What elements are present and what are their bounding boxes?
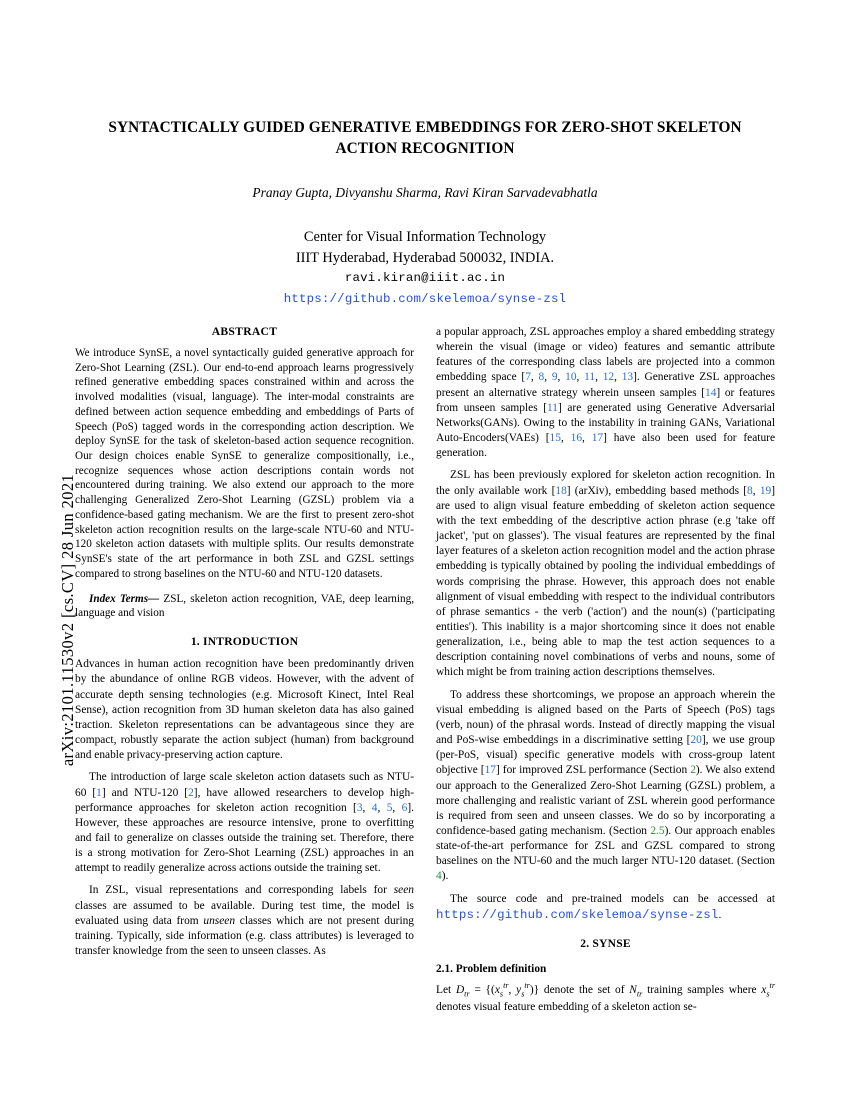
p6-text-d: ). We also extend our approach to the Generalized Zero-Shot Learning (GZSL) problem, a more challenging and realistic variant of ZSL wherein good performance is required from seen and unseen classes. We do so by incorporating a confidence-based gating mechanism. (Section <box>436 764 776 837</box>
p2-text-a: The introduction of large scale skeleton action datasets such as NTU-60 [ <box>75 771 414 799</box>
section-ref-results[interactable]: 4 <box>436 870 442 883</box>
page-title: SYNTACTICALLY GUIDED GENERATIVE EMBEDDINGS FOR ZERO-SHOT SKELETON ACTION RECOGNITION <box>108 119 742 157</box>
citation-embed-19[interactable]: 19 <box>759 484 772 497</box>
citation-se-8[interactable]: 8 <box>538 371 545 384</box>
intro-paragraph-5: ZSL has been previously explored for skeleton action recognition. In the only available work [18] (arXiv), embedding based methods [8, 19] are used to align visual feature embedding of skeleton action sequence with the text embedding of the descriptive action phrase (e.g 'take off jacket', 'put on glasses'). The visual features are represented by the final layer features of a skeleton action recognition model and the action phrase embedding is typically obtained by pooling the individual embeddings of words comprising the phrase. However, this approach does not enable alignment of visual embedding with respect to the individual contributors of phrase semantics - the verb ('action') and the noun(s) ('participating entities'). This inability is a major shortcoming since it does not enable generalization, i.e., being able to map the test action sequences to a description containing novel combinations of verbs and nouns, some of which might be from training action descriptions themselves. <box>436 469 775 679</box>
section-heading-synse: 2. SYNSE <box>580 937 631 951</box>
project-url-link[interactable]: https://github.com/skelemoa/synse-zsl <box>283 292 567 307</box>
intro-paragraph-7 <box>436 892 775 924</box>
citation-skeleton-zsl[interactable]: 18 <box>555 484 567 497</box>
arxiv-stamp: arXiv:2101.11530v2 [cs.CV] 28 Jun 2021 <box>58 473 77 767</box>
synse-paragraph-1: Let $D_{tr} = \{(x_s^{tr}$, $y_s^{tr}$)} denote the set of $N_{tr}$ training samples where $x_s^{tr}$ denotes visual feature embedding of a skeleton action se- <box>436 981 776 1014</box>
p2-text-d: ]. However, these approaches are resource intensive, prone to overfitting and fail to generalize on classes outside the training set. Therefore, there is a strong motivation for Zero-Shot Learning (ZSL) approaches in an attempt to readily generalize across actions outside the training set. <box>75 801 414 875</box>
intro-paragraph-1: Advances in human action recognition have been predominantly driven by the abundance of online RGB videos. However, with the advent of accurate depth sensing technologies (e.g. Microsoft Kinect, Intel Real Sense), action recognition from 3D human skeleton data has also gained traction. Skeleton representations can be advantageous since they are compact, robustly separate the action subject (human) from background and enable privacy-preserving action capture. <box>75 658 414 762</box>
citation-se-9[interactable]: 9 <box>551 371 558 384</box>
citation-vae-17[interactable]: 17 <box>591 432 604 445</box>
affiliation <box>75 227 775 268</box>
synse-text-d: denotes visual feature embedding of a skeleton action se- <box>436 1001 697 1014</box>
citation-sar-6[interactable]: 6 <box>401 801 408 814</box>
p7-text-a: The source code and pre-trained models can be accessed at <box>450 892 775 905</box>
p6-text-a: To address these shortcomings, we propose an approach wherein the visual embedding is aligned based on the Parts of Speech (PoS) tags (verb, noun) of the phrasal words. Instead of directly mapping the visual and PoS-wise embeddings in a discriminative setting [ <box>436 688 775 747</box>
affiliation-line-1: Center for Visual Information Technology <box>303 229 547 246</box>
citation-se-7[interactable]: 7 <box>525 371 531 384</box>
p4-text-c: ] or features from unseen samples [ <box>436 386 775 414</box>
left-column <box>75 325 414 1015</box>
intro-paragraph-3: In ZSL, visual representations and corresponding labels for seen classes are assumed to be available. During test time, the model is evaluated using data from unseen classes which are not present during training. Typically, side information (e.g. class attributes) is leveraged to transfer knowledge from the seen to unseen classes. As <box>75 884 415 958</box>
citation-discriminative[interactable]: 20 <box>690 734 702 747</box>
citation-se-12[interactable]: 12 <box>602 371 615 384</box>
p6-text-b: ], we use group (per-PoS, visual) specific generative models with cross-group latent objective [ <box>436 734 775 777</box>
p7-text-b: . <box>718 908 722 921</box>
abstract-body: We introduce SynSE, a novel syntactically guided generative approach for Zero-Shot Learning (ZSL). Our end-to-end approach learns progressively refined generative embedding spaces constrained within and across the involved modalities (visual, language). The inter-modal constraints are defined between action sequence embedding and embeddings of Parts of Speech (PoS) tagged words in the corresponding action description. We deploy SynSE for the task of skeleton-based action sequence recognition. Our design choices enable SynSE to generalize compositionally, i.e., recognize sequences whose action descriptions contain words not encountered during training. We also extend our approach to the more challenging Generalized Zero-Shot Learning (GZSL) problem via a confidence-based gating mechanism. We are the first to present zero-shot skeleton action recognition results on the large-scale NTU-60 and NTU-120 skeleton action datasets with multiple splits. Our results demonstrate SynSE's state of the art performance in both ZSL and GZSL settings compared to strong baselines on the NTU-60 and NTU-120 datasets. <box>75 347 414 580</box>
section-ref-synse[interactable]: 2 <box>690 764 696 777</box>
p6-text-f: ). <box>441 870 449 883</box>
p4-text-e: ] have also been used for feature generation. <box>436 432 775 460</box>
intro-paragraph-6 <box>436 688 775 885</box>
citation-ntu60[interactable]: 1 <box>96 786 102 799</box>
subsection-heading-problem-definition: 2.1. Problem definition <box>436 963 547 976</box>
p5-text-a: ZSL has been previously explored for skeleton action recognition. In the only available work [ <box>436 469 775 497</box>
citation-gan-samples[interactable]: 14 <box>705 386 717 399</box>
citation-sar-4[interactable]: 4 <box>371 801 378 814</box>
citation-vae-15[interactable]: 15 <box>549 432 561 445</box>
intro-paragraph-2: The introduction of large scale skeleton action datasets such as NTU-60 [1] and NTU-120 [2], have allowed researchers to develop high-performance approaches for skeleton action recognition [3, 4, 5, 6]. However, these approaches are resource intensive, prone to overfitting and fail to generalize on classes outside the training set. Therefore, there is a strong motivation for Zero-Shot Learning (ZSL) approaches in an attempt to readily generalize across actions outside the training set. <box>75 771 414 875</box>
synse-text-b: denote the set of <box>539 984 630 997</box>
contact-email: ravi.kiran@iiit.ac.in <box>344 271 506 286</box>
citation-vae-16[interactable]: 16 <box>570 432 583 445</box>
citation-ntu120[interactable]: 2 <box>188 786 194 799</box>
p6-text-c: ] for improved ZSL performance (Section <box>495 764 691 777</box>
p5-text-b: ] (arXiv), embedding based methods [ <box>566 484 748 497</box>
synse-text-a: Let <box>436 984 456 997</box>
intro-paragraph-4: a popular approach, ZSL approaches employ a shared embedding strategy wherein the visual (image or video) features and semantic attribute features of the corresponding class labels are projected into a common embedding space [7, 8, 9, 10, 11, 12, 13]. Generative ZSL approaches present an alternative strategy wherein unseen samples [14] or features from unseen samples [11] are generated using Generative Adversarial Networks(GANs). Owing to the instability in training GANs, Variational Auto-Encoders(VAEs) [15, 16, 17] have also been used for feature generation. <box>436 326 776 460</box>
citation-sar-5[interactable]: 5 <box>386 801 393 814</box>
p4-text-a: a popular approach, ZSL approaches employ a shared embedding strategy wherein the visual (image or video) features and semantic attribute features of the corresponding class labels are projected into a common embedding space [ <box>436 326 775 384</box>
section-ref-gating[interactable]: 2.5 <box>650 825 665 837</box>
index-terms <box>75 592 414 622</box>
p2-text-c: ], have allowed researchers to develop high-performance approaches for skeleton action recognition [ <box>75 786 414 814</box>
citation-se-13[interactable]: 13 <box>621 371 634 384</box>
index-terms-label: Index Terms— <box>89 592 160 605</box>
citation-embed-8[interactable]: 8 <box>747 484 753 497</box>
p4-text-b: ]. Generative ZSL approaches present an alternative strategy wherein unseen samples [ <box>436 371 776 399</box>
citation-cross-group[interactable]: 17 <box>484 764 496 777</box>
synse-text-c: training samples where <box>642 984 762 997</box>
p2-text-b: ] and NTU-120 [ <box>101 786 189 799</box>
author-list: Pranay Gupta, Divyanshu Sharma, Ravi Kiran Sarvadevabhatla <box>252 185 598 201</box>
citation-gan-features[interactable]: 11 <box>547 401 558 414</box>
citation-sar-3[interactable]: 3 <box>356 801 363 814</box>
abstract-heading: ABSTRACT <box>211 325 278 338</box>
right-column <box>436 325 775 1015</box>
citation-se-11[interactable]: 11 <box>584 371 596 384</box>
source-code-url[interactable]: https://github.com/skelemoa/synse-zsl <box>436 907 719 922</box>
section-heading-introduction: 1. INTRODUCTION <box>190 635 299 649</box>
two-column-body <box>75 325 775 1015</box>
p4-text-d: ] are generated using Generative Adversarial Networks(GANs). Owing to the instability in training GANs, Variational Auto-Encoders(VAEs) [ <box>436 401 775 445</box>
affiliation-line-2: IIIT Hyderabad, Hyderabad 500032, INDIA. <box>295 249 555 266</box>
citation-se-10[interactable]: 10 <box>565 371 577 384</box>
index-terms-body: ZSL, skeleton action recognition, VAE, deep learning, language and vision <box>75 592 414 620</box>
p6-text-e: ). Our approach enables state-of-the-art performance for ZSL and GZSL compared to strong baselines on the NTU-60 and the much larger NTU-120 dataset. (Section <box>436 825 775 868</box>
p5-text-c: ] are used to align visual feature embedding of skeleton action sequence with the text embedding of the descriptive action phrase (e.g 'take off jacket', 'put on glasses'). The visual features are represented by the final layer features of a skeleton action recognition model and the action phrase embedding is typically obtained by pooling the individual embeddings of words comprising the phrase. However, this approach does not enable alignment of visual embedding with respect to the individual contributors of phrase semantics - the verb ('action') and the noun(s) ('participating entities'). This inability is a major shortcoming since it does not enable generalization, i.e., being able to map the test action sequences to a description containing novel combinations of verbs and nouns, some of which might be from training action descriptions themselves. <box>436 484 775 679</box>
paper-header <box>75 118 775 306</box>
